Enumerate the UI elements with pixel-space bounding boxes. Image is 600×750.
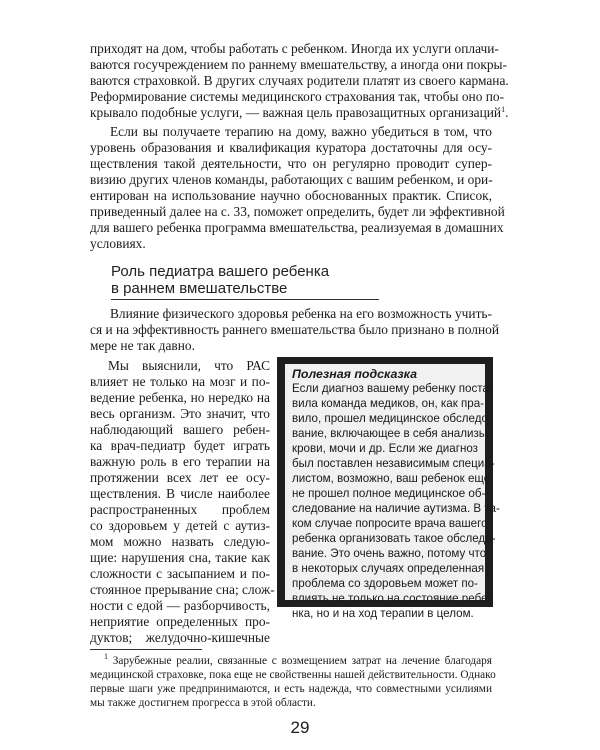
text-line: влияет не только на мозг и по-	[90, 374, 270, 389]
heading-line: в раннем вмешательстве	[111, 280, 288, 297]
text-line: для вашего ребенка программа вмешательства, реализуемая в домашних	[90, 220, 504, 235]
text-line: весь организм. Это значит, что	[90, 406, 270, 421]
text-line: сложности с засыпанием и по-	[90, 566, 270, 581]
text-line: Мы выяснили, что РАС	[108, 358, 270, 373]
footnote-ref: 1	[501, 105, 506, 114]
text-line: распространенных проблем	[90, 502, 270, 517]
text-line: ществления такой деятельности, что он регулярно проводит супер-	[90, 156, 492, 171]
text-line: ведение ребенка, но нередко на	[90, 390, 270, 405]
tip-line: вило, прошел медицинское обследо-	[292, 412, 492, 425]
text-line: со здоровьем у детей с аутиз-	[90, 518, 270, 533]
text-line: ся и на эффективность раннего вмешательства было признано в полной	[90, 322, 500, 337]
text-line: условиях.	[90, 236, 146, 251]
tip-line: крови, мочи и др. Если же диагноз	[292, 442, 478, 455]
tip-line: ребенка организовать такое обследо-	[292, 532, 496, 545]
text-line: Если вы получаете терапию на дому, важно убедиться в том, что	[110, 124, 492, 139]
footnote-line: $^1$ Зарубежные реалии, связанные с возмещением затрат на лечение благодаря	[104, 652, 492, 667]
text-line: визию других членов команды, работающих с вашим ребенком, и ори-	[90, 172, 493, 187]
footnote-marker: 1	[104, 652, 108, 661]
text-line: наблюдающий вашего ребен-	[90, 422, 270, 437]
text-line: щие: нарушения сна, такие как	[90, 550, 270, 565]
tip-line: вила команда медиков, он, как пра-	[292, 397, 485, 410]
tip-line: вание. Это очень важно, потому что	[292, 547, 487, 560]
heading-underline	[111, 299, 379, 300]
tip-line: ком случае попросите врача вашего	[292, 517, 488, 530]
tip-line: Если диагноз вашему ребенку поста-	[292, 382, 493, 395]
tip-line: проблема со здоровьем может по-	[292, 577, 478, 590]
page-number: 29	[290, 718, 310, 737]
tip-line: не прошел полное медицинское об-	[292, 487, 486, 500]
text-line: ществления. В числе наиболее	[90, 486, 270, 501]
text-line: приходят на дом, чтобы работать с ребенком. Иногда их услуги оплачи-	[90, 41, 499, 56]
text-line: стоянное прерывание сна; слож-	[90, 582, 275, 597]
footnote-line: медицинской страховке, пока еще не свойственны нашей действительности. Однако	[90, 669, 496, 681]
tip-line: был поставлен независимым специа-	[292, 457, 495, 470]
footnote-line: мы также достигнем прогресса в этой области.	[90, 697, 316, 709]
tip-line: в некоторых случаях определенная	[292, 562, 485, 575]
text-line: ентирован на использование научно обоснованных практик. Список,	[90, 188, 492, 203]
text-line: Влияние физического здоровья ребенка на его возможность учить-	[110, 306, 492, 321]
text-line: мом можно назвать следую-	[90, 534, 270, 549]
text-line: ваются госучреждением по раннему вмешательству, а иногда они покры-	[90, 57, 508, 72]
footnote-separator	[90, 649, 202, 650]
text-line: ности с едой — разборчивость,	[90, 598, 270, 613]
tip-line: влиять не только на состояние ребе-	[292, 592, 492, 605]
text-line: ваются страховкой. В других случаях родители платят из своего кармана.	[90, 73, 509, 88]
tip-line: листом, возможно, ваш ребенок еще	[292, 472, 491, 485]
text-line: приведенный далее на с. 33, поможет определить, будет ли эффективной	[90, 204, 505, 219]
text-line: протяжении всех лет ее осу-	[90, 470, 270, 485]
text-line: уровень образования и квалификация куратора достаточны для осу-	[90, 140, 492, 155]
footnote-line: первые шаги уже предпринимаются, и есть надежда, что совместными усилиями	[90, 683, 492, 695]
heading-line: Роль педиатра вашего ребенка	[111, 263, 330, 280]
text-line: Реформирование системы медицинского страхования так, чтобы оно по-	[90, 89, 505, 104]
tip-title: Полезная подсказка	[292, 367, 418, 381]
text-line: мере не так давно.	[90, 338, 195, 353]
text-line: крывало подобные услуги, — важная цель правозащитных организаций$^1$.	[90, 105, 509, 120]
tip-line: нка, но и на ход терапии в целом.	[292, 607, 474, 620]
tip-line: следование на наличие аутизма. В та-	[292, 502, 500, 515]
text-line: неприятие определенных про-	[90, 614, 270, 629]
text-line: важную роль в его терапии на	[90, 454, 270, 469]
tip-line: вание, включающее в себя анализы	[292, 427, 488, 440]
text-line: дуктов; желудочно-кишечные	[90, 630, 270, 645]
text-line: ка врач-педиатр будет играть	[90, 438, 270, 453]
